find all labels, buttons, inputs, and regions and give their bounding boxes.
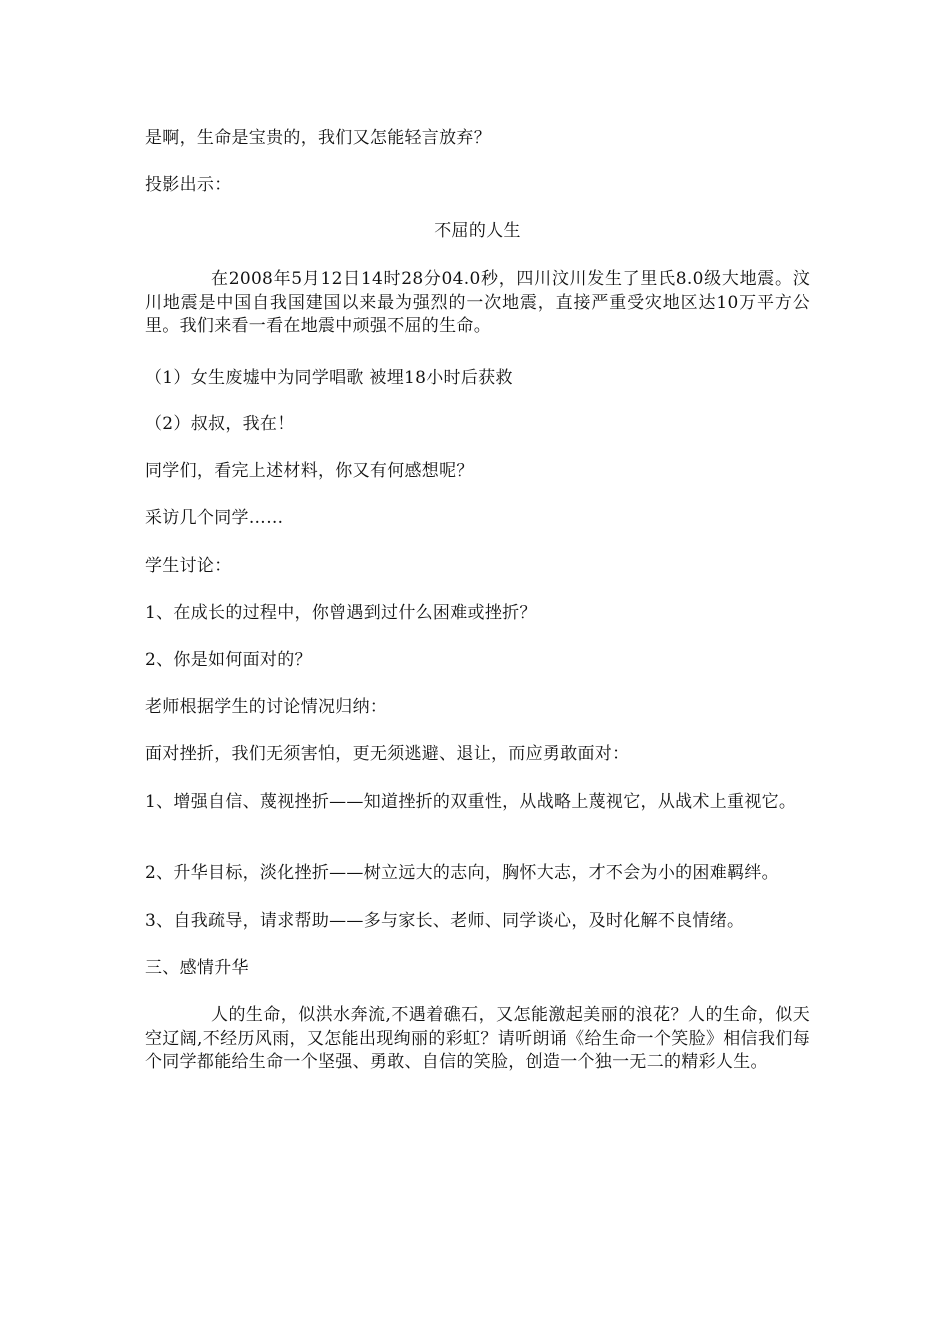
discussion-question-2: 2、你是如何面对的？	[145, 650, 312, 670]
discussion-question-1: 1、在成长的过程中，你曾遇到过什么困难或挫折？	[145, 603, 537, 623]
strategy-item-3: 3、自我疏导，请求帮助——多与家长、老师、同学谈心，及时化解不良情绪。	[145, 911, 745, 931]
paragraph-teacher-summary: 老师根据学生的讨论情况归纳：	[145, 697, 388, 717]
paragraph-projection-label: 投影出示：	[145, 175, 232, 195]
paragraph-closing: 人的生命，似洪水奔流,不遇着礁石，又怎能激起美丽的浪花？人的生命，似天空辽阔,不经历风雨，又怎能出现绚丽的彩虹？请听朗诵《给生命一个笑脸》相信我们每个同学都能给生命一个坚强、勇敢、自信的笑脸，创造一个独一无二的精彩人生。	[145, 1005, 810, 1072]
strategy-item-2: 2、升华目标，淡化挫折——树立远大的志向，胸怀大志，才不会为小的困难羁绊。	[145, 863, 779, 883]
paragraph-face-setbacks: 面对挫折，我们无须害怕，更无须逃避、退让，而应勇敢面对：	[145, 744, 630, 764]
paragraph-reflection-question: 同学们，看完上述材料，你又有何感想呢？	[145, 461, 474, 481]
paragraph-interview: 采访几个同学……	[145, 508, 284, 528]
paragraph-discussion-label: 学生讨论：	[145, 556, 232, 576]
strategy-item-1: 1、增强自信、蔑视挫折——知道挫折的双重性，从战略上蔑视它，从战术上重视它。	[145, 792, 797, 812]
section-title: 不屈的人生	[434, 221, 521, 241]
list-item-1: （1）女生废墟中为同学唱歌 被埋18小时后获救	[145, 368, 513, 388]
list-item-2: （2）叔叔，我在！	[145, 414, 295, 434]
paragraph-earthquake: 在2008年5月12日14时28分04.0秒，四川汶川发生了里氏8.0级大地震。汶川地震是中国自我国建国以来最为强烈的一次地震，直接严重受灾地区达10万平方公里。我们来看一看在地震中顽强不屈的生命。	[145, 269, 810, 336]
section-heading-emotion: 三、感情升华	[145, 958, 249, 978]
paragraph-life-precious: 是啊，生命是宝贵的，我们又怎能轻言放弃？	[145, 128, 491, 148]
